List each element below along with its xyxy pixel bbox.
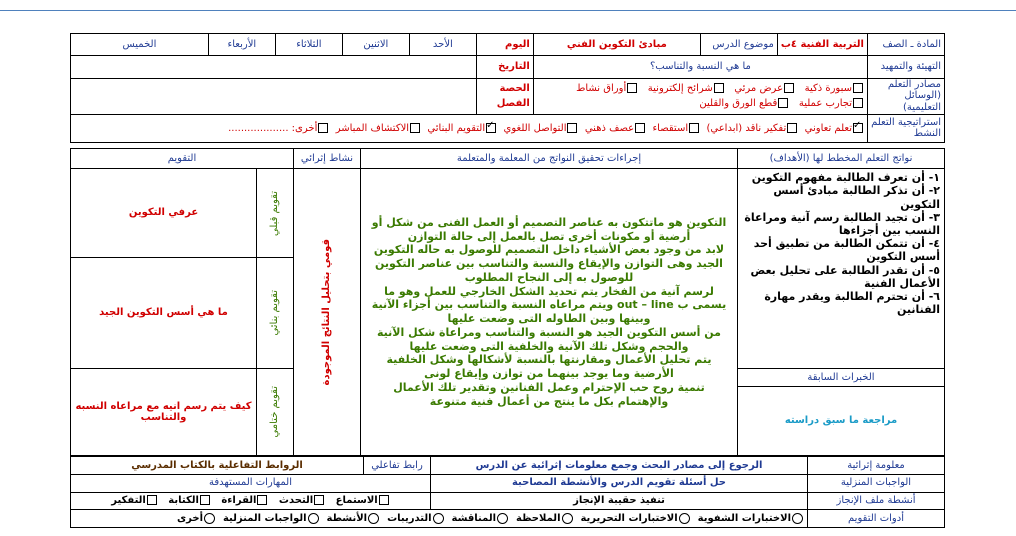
strategy-4[interactable]: التواصل اللغوي <box>504 123 579 134</box>
prior-label: الخبرات السابقة <box>738 369 945 387</box>
portfolio-label: أنشطة ملف الإنجاز <box>808 492 945 510</box>
subject-value: التربية الفنية ٤ب <box>777 34 867 56</box>
eval-type-2-text: تقويم ختامي <box>269 386 281 438</box>
radio-icon[interactable] <box>679 513 690 524</box>
tool-4[interactable]: التدريبات <box>387 513 444 524</box>
eval-text-1: ما هي أسس التكوين الجيد <box>71 258 257 369</box>
checkbox-icon[interactable] <box>778 98 788 108</box>
resource-1[interactable]: عرض مرئي <box>734 83 795 94</box>
period-class-labels <box>476 78 533 114</box>
day-cell-4[interactable]: الخميس <box>71 34 209 56</box>
checkbox-icon[interactable] <box>784 83 794 93</box>
radio-icon[interactable] <box>368 513 379 524</box>
day-cell-3[interactable]: الأربعاء <box>208 34 275 56</box>
strategies-label: استراتيجية التعلم النشط <box>868 114 945 142</box>
tool-1[interactable]: الاختبارات التحريرية <box>580 513 690 524</box>
skill-0[interactable]: الاستماع <box>336 495 390 506</box>
tool-3[interactable]: المناقشة <box>452 513 510 524</box>
checkbox-icon[interactable] <box>627 83 637 93</box>
period-label: الحصة <box>499 83 530 95</box>
checkbox-icon[interactable] <box>853 98 863 108</box>
col-evaluation: التقويم <box>71 149 294 169</box>
resource-2[interactable]: شرائح إلكترونية <box>648 83 725 94</box>
subject-label: المادة ـ الصف <box>868 34 945 56</box>
strategy-1[interactable]: تفكير ناقد (ابداعي) <box>706 123 798 134</box>
checkbox-icon[interactable] <box>147 495 157 505</box>
procedure-3: من أسس التكوين الجيد هو النسبة والتناسب ومراعاة شكل الآنية والحجم وشكل تلك الآنية والخلفية التى وضعت عليها <box>377 325 721 353</box>
day-cell-0[interactable]: الأحد <box>409 34 476 56</box>
footer-table <box>70 456 945 528</box>
strategy-6[interactable]: الاكتشاف المباشر <box>336 123 421 134</box>
objective-1: ٢- أن تذكر الطالبة مبادئ أسس التكوين <box>773 184 940 211</box>
procedure-1: لابد من وجود بعض الأشياء داخل التصميم للوصول به حاله التكوين الجيد وهى التوازن والإيقاع والنسبة والتناسب بين عناصر التكوين للوصول به إلى النجاح المطلوب <box>373 243 725 284</box>
links-label: رابط تفاعلي <box>364 457 431 475</box>
skills-items <box>71 492 431 510</box>
day-cell-2[interactable]: الثلاثاء <box>275 34 342 56</box>
checkbox-icon[interactable] <box>635 123 645 133</box>
date-value[interactable] <box>71 56 477 78</box>
resource-3[interactable]: أوراق نشاط <box>576 83 638 94</box>
eval-type-0-text: تقويم قبلي <box>269 190 281 236</box>
radio-icon[interactable] <box>433 513 444 524</box>
ruler-line <box>0 10 1016 11</box>
prior-value: مراجعة ما سبق دراسته <box>738 387 945 456</box>
tools-items <box>71 510 808 528</box>
eval-text-2: كيف يتم رسم انيه مع مراعاه النسبه والتناسب <box>71 369 257 456</box>
checkbox-icon[interactable] <box>200 495 210 505</box>
tool-7[interactable]: أخرى <box>177 513 216 524</box>
links-value[interactable]: الروابط التفاعلية بالكتاب المدرسي <box>71 457 364 475</box>
checkbox-icon[interactable] <box>318 123 328 133</box>
strategy-3[interactable]: عصف ذهني <box>585 123 646 134</box>
class-label: الفصل <box>496 98 530 110</box>
radio-icon[interactable] <box>204 513 215 524</box>
tool-5[interactable]: الأنشطة <box>327 513 381 524</box>
portfolio-value[interactable]: تنفيذ حقيبة الإنجاز <box>431 492 808 510</box>
enrich-label: معلومة إثرائية <box>808 457 945 475</box>
day-cell-1[interactable]: الاثنين <box>342 34 409 56</box>
resources-label: مصادر التعلم (الوسائل التعليمية) <box>868 78 945 114</box>
tools-label: أدوات التقويم <box>808 510 945 528</box>
radio-icon[interactable] <box>497 513 508 524</box>
strategy-7[interactable]: أخرى: ................... <box>228 123 329 134</box>
checkbox-icon[interactable] <box>689 123 699 133</box>
skill-3[interactable]: الكتابة <box>168 495 211 506</box>
skills-label: المهارات المستهدفة <box>71 474 431 492</box>
objective-5: ٦- أن تحترم الطالبة ويقدر مهارة الفنانين <box>764 289 940 317</box>
eval-type-1 <box>257 258 294 369</box>
checkbox-icon[interactable] <box>853 83 863 93</box>
skill-1[interactable]: التحدث <box>279 495 325 506</box>
body-table <box>70 148 945 456</box>
procedure-4: يتم تحليل الأعمال ومقارنتها بالنسبة لأشكالها وشكل الخلفية الأرضية وما يوجد بينهما من توازن وإيقاع لونى <box>386 353 712 381</box>
objective-4: ٥- أن تقدر الطالبة على تحليل بعض الأعمال الفنية <box>750 263 940 290</box>
strategy-5[interactable]: ✓التقويم البنائي <box>427 123 497 134</box>
homework-value[interactable]: حل أسئلة تقويم الدرس والأنشطة المصاحبة <box>431 474 808 492</box>
resource-4[interactable]: تجارب عملية <box>799 98 864 109</box>
lesson-label: موضوع الدرس <box>700 34 777 56</box>
strategy-0[interactable]: ✓تعلم تعاوني <box>805 123 864 134</box>
skill-4[interactable]: التفكير <box>111 495 158 506</box>
period-class-value[interactable] <box>71 78 477 114</box>
tool-6[interactable]: الواجبات المنزلية <box>223 513 320 524</box>
day-label: اليوم <box>476 34 533 56</box>
resources-items <box>533 78 867 114</box>
procedure-0: التكوين هو ماتتكون به عناصر التصميم أو العمل الفنى من شكل أو أرضية أو مكونات أخرى تصل بالعمل إلى حالة التوازن <box>371 215 727 243</box>
procedures-cell <box>361 169 738 456</box>
skill-2[interactable]: القراءة <box>221 495 268 506</box>
col-procedures: إجراءات تحقيق النواتج من المعلمة والمتعلمة <box>361 149 738 169</box>
activity-text: قومي بتحليل النتائج الموجودة <box>321 238 333 386</box>
intro-label: التهيئة والتمهيد <box>868 56 945 78</box>
checkbox-icon[interactable] <box>379 495 389 505</box>
col-objectives: نواتج التعلم المخطط لها (الأهداف) <box>738 149 945 169</box>
procedure-2: لرسم آنية من الفخار يتم تحديد الشكل الخارجي للعمل وهو ما يسمى ب out – line ويتم مراعاه النسبة والتناسب بين أجزاء الآنية وبينها وبين الطاوله التى وضعت عليها <box>371 284 727 326</box>
procedure-5: تنمية روح حب الإحترام وعمل الفنانين وتقدير تلك الأعمال والإهتمام بكل ما ينتج من أعمال فنية متنوعة <box>393 380 705 408</box>
checked-checkbox-icon[interactable] <box>853 123 863 133</box>
resource-5[interactable]: قطع الورق والقلين <box>699 98 789 109</box>
lesson-value: مبادئ التكوين الفني <box>533 34 700 56</box>
eval-type-1-text: تقويم بنائي <box>269 290 281 336</box>
radio-icon[interactable] <box>792 513 803 524</box>
checkbox-icon[interactable] <box>314 495 324 505</box>
checkbox-icon[interactable] <box>410 123 420 133</box>
intro-value[interactable]: ما هي النسبة والتناسب؟ <box>533 56 867 78</box>
objective-2: ٣- أن تجيد الطالبة رسم آنية ومراعاة النسب بين أجزاءها <box>744 210 940 237</box>
checked-checkbox-icon[interactable] <box>486 123 496 133</box>
col-activity: نشاط إثرائي <box>294 149 361 169</box>
enrich-value[interactable]: الرجوع إلى مصادر البحث وجمع معلومات إثرائية عن الدرس <box>431 457 808 475</box>
checkbox-icon[interactable] <box>714 83 724 93</box>
checkbox-icon[interactable] <box>787 123 797 133</box>
objectives-cell <box>738 169 945 369</box>
objective-3: ٤- أن تتمكن الطالبة من تطبيق أحد أسس التكوين <box>753 237 940 264</box>
date-label: التاريخ <box>476 56 533 78</box>
checkbox-icon[interactable] <box>567 123 577 133</box>
objective-0: ١- أن تعرف الطالبة مفهوم التكوين <box>751 171 940 185</box>
tool-2[interactable]: الملاحظة <box>516 513 574 524</box>
resource-0[interactable]: سبورة ذكية <box>805 83 864 94</box>
tool-0[interactable]: الاختبارات الشفوية <box>698 513 804 524</box>
strategies-items <box>71 114 868 142</box>
radio-icon[interactable] <box>308 513 319 524</box>
homework-label: الواجبات المنزلية <box>808 474 945 492</box>
eval-type-0 <box>257 169 294 258</box>
checkbox-icon[interactable] <box>257 495 267 505</box>
radio-icon[interactable] <box>562 513 573 524</box>
eval-type-2 <box>257 369 294 456</box>
header-table <box>70 33 945 143</box>
strategy-2[interactable]: استقصاء <box>652 123 700 134</box>
activity-cell <box>294 169 361 456</box>
eval-text-0: عرفي التكوين <box>71 169 257 258</box>
